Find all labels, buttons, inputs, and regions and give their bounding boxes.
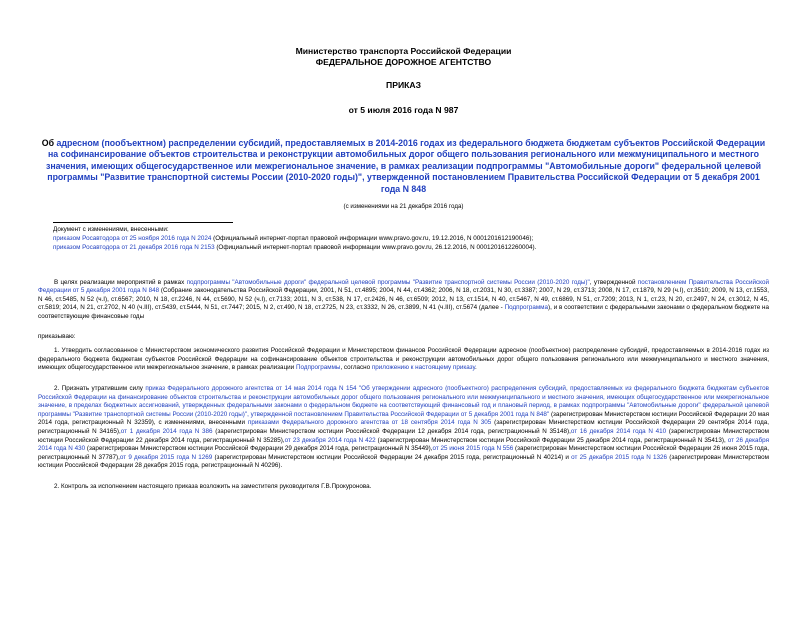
repealed-order-link[interactable]: приказ Федерального дорожного агентства от 14 мая 2014 года N 154 "Об утверждении адресного (пообъектного) распределения субсидий, предоставляемых из федерального бюджета бюджетам субъектов Российской Федерации на финансирование объектов строительства и реконструкции автомобильных дорог общего пользования регионального или межмуниципального и местного значения, имеющих общегосударственное или межрегиональное значение, в пределах бюджетных ассигнований, утвержденных федеральными законами о федеральном бюджете на соответствующий финансовый год и плановый период, в рамках подпрограммы "Автомобильные дороги" федеральной целевой программы "Развитие транспортной системы России (2010-2020 годы)", утвержденной постановлением Правительства Российской Федерации от 5 декабря 2001 года N 848": [38, 384, 769, 418]
changes-row: [53, 243, 613, 252]
changes-link[interactable]: приказом Росавтодора от 21 декабря 2016 года N 2153: [53, 244, 215, 252]
ministry-name: Министерство транспорта Российской Федерации: [295, 46, 512, 56]
text-span: (зарегистрирован Министерством юстиции Российской Федерации 26 июня 2015 года, регистрационный N 37787),: [38, 445, 770, 461]
document-page: [0, 46, 807, 617]
text-span: .: [475, 364, 477, 372]
subprogram-link[interactable]: Подпрограммы: [295, 364, 341, 372]
subprogram-link[interactable]: подпрограммы "Автомобильные дороги" федеральной целевой программы "Развитие транспортной системы России (2010-2020 годы)": [186, 278, 590, 286]
changes-link[interactable]: приказом Росавтодора от 25 ноября 2016 года N 2024: [53, 235, 212, 243]
text-span: 2. Признать утратившим силу: [54, 384, 146, 392]
title-prefix: Об: [41, 138, 57, 148]
text-span: ), и в соответствии с федеральными законами о федеральном бюджете на соответствующие финансовые годы: [38, 304, 770, 321]
amending-order-link[interactable]: приказами Федерального дорожного агентства от 18 сентября 2014 года N 305: [247, 419, 492, 427]
amending-order-link[interactable]: от 23 декабря 2014 года N 422: [284, 436, 376, 444]
changes-heading: Документ с изменениями, внесенными:: [53, 226, 169, 234]
changes-row: [53, 234, 613, 243]
text-span: 1. Утвердить согласованное с Министерством экономического развития Российской Федерации и Министерством финансов Российской Федерации адресное (пообъектное) распределение субсидий, предоставляемых в 2014-2016 годах из федерального бюджета бюджетам субъектов Российской Федерации на софинансирование объектов строительства и реконструкции автомобильных дорог общего пользования регионального или межмуниципального и местного значения, имеющих общегосударственное или межрегиональное значение, в рамках реализации: [38, 347, 769, 372]
subprogram-short-link[interactable]: Подпрограмма: [504, 304, 549, 312]
amendment-note: (с изменениями на 21 декабря 2016 года): [343, 203, 464, 211]
order-word: приказываю:: [38, 332, 76, 340]
amending-order-link[interactable]: от 25 декабря 2015 года N 1326: [571, 453, 668, 461]
text-span: (зарегистрирован Министерством юстиции Российской Федерации 25 декабря 2014 года, регистрационный N 35413),: [375, 436, 728, 444]
changes-block: [53, 222, 537, 253]
document-type: ПРИКАЗ: [386, 80, 421, 90]
text-span: (зарегистрирован Министерством юстиции Российской Федерации 24 декабря 2015 года, регистрационный N 40214) и: [212, 453, 572, 461]
text-span: (Собрание законодательства Российской Федерации, 2001, N 51, ст.4895; 2004, N 44, ст.4362; 2006, N 18, ст.2031, N 30, ст.3387; 2007, N 29, ст.3713; 2008, N 17, ст.1879, N 29 (ч.I), ст.3510; 2009, N 13, ст.1553, N 46, ст.5485, N 52 (ч.I), ст.6567; 2010, N 18, ст.2246, N 44, ст.5690, N 52 (ч.I), ст.7133; 2011, N 3, ст.538, N 17, ст.2426, N 46, ст.6509; 2012, N 13, ст.1514, N 40, ст.5467, N 49, ст.6869, N 51, ст.7209; 2013, N 1, ст.23, N 20, ст.2497, N 24, ст.3012, N 45, ст.5819; 2014, N 21, ст.2702, N 40 (ч.III), ст.5439, ст.5444, N 51, ст.7447; 2015, N 2, ст.490, N 18, ст.2725, N 23, ст.3332, N 26, ст.3899, N 41 (ч.III), ст.5674 (далее -: [38, 287, 769, 312]
document-title: [38, 138, 769, 195]
amending-order-link[interactable]: от 16 декабря 2014 года N 410: [570, 427, 667, 435]
amending-order-link[interactable]: от 1 декабря 2014 года N 386: [120, 427, 213, 435]
amending-order-link[interactable]: от 26 декабря 2014 года N 430: [38, 436, 769, 453]
changes-text: (Официальный интернет-портал правовой информации www.pravo.gov.ru, 26.12.2016, N 0001201612260004).: [214, 244, 537, 252]
preamble-paragraph: [38, 279, 769, 322]
amending-order-link[interactable]: от 25 июня 2015 года N 556: [432, 445, 514, 453]
resolution-link[interactable]: постановлением Правительства Российской Федерации от 5 декабря 2001 года N 848: [38, 278, 769, 295]
agency-name: ФЕДЕРАЛЬНОЕ ДОРОЖНОЕ АГЕНТСТВО: [315, 56, 492, 67]
text-span: , утвержденной: [589, 278, 638, 286]
item-3-paragraph: 2. Контроль за исполнением настоящего приказа возложить на заместителя руководителя Г.В.Прокуронова.: [54, 482, 372, 490]
appendix-link[interactable]: приложению к настоящему приказу: [371, 364, 476, 372]
changes-text: (Официальный интернет-портал правовой информации www.pravo.gov.ru, 19.12.2016, N 0001201612190046);: [211, 235, 534, 243]
text-span: , согласно: [340, 364, 372, 372]
text-span: (зарегистрирован Министерством юстиции Российской Федерации 29 декабря 2014 года, регистрационный N 35449),: [85, 445, 433, 453]
item-2-paragraph: [38, 385, 769, 471]
text-span: (зарегистрирован Министерством юстиции Российской Федерации 20 мая 2014 года, регистрационный N 32359), с изменениями, внесенными: [38, 410, 769, 427]
text-span: (зарегистрирован Министерством юстиции Российской Федерации 22 декабря 2014 года, регистрационный N 35285),: [38, 427, 770, 444]
text-span: (зарегистрирован Министерством юстиции Российской Федерации 28 декабря 2015 года, регистрационный N 40296).: [38, 453, 769, 470]
text-span: (зарегистрирован Министерством юстиции Российской Федерации 29 сентября 2014 года, регистрационный N 34165),: [38, 419, 769, 435]
document-date-number: от 5 июля 2016 года N 987: [348, 104, 459, 115]
text-span: (зарегистрирован Министерством юстиции Российской Федерации 12 декабря 2014 года, регистрационный N 35148),: [212, 427, 571, 435]
title-link[interactable]: адресном (пообъектном) распределении субсидий, предоставляемых в 2014-2016 годах из федерального бюджета бюджетам субъектов Российской Федерации на софинансирование объектов строительства и реконструкции автомобильных дорог общего пользования регионального или межмуниципального и местного значения, имеющих общегосударственное или межрегиональное значение, в рамках реализации подпрограммы "Автомобильные дороги" федеральной целевой программы "Развитие транспортной системы России (2010-2020 годы)", утвержденной постановлением Правительства Российской Федерации от 5 декабря 2001 года N 848: [45, 138, 766, 194]
item-1-paragraph: [38, 347, 769, 373]
amending-order-link[interactable]: от 9 декабря 2015 года N 1269: [119, 453, 213, 461]
text-span: В целях реализации мероприятий в рамках: [54, 278, 187, 286]
